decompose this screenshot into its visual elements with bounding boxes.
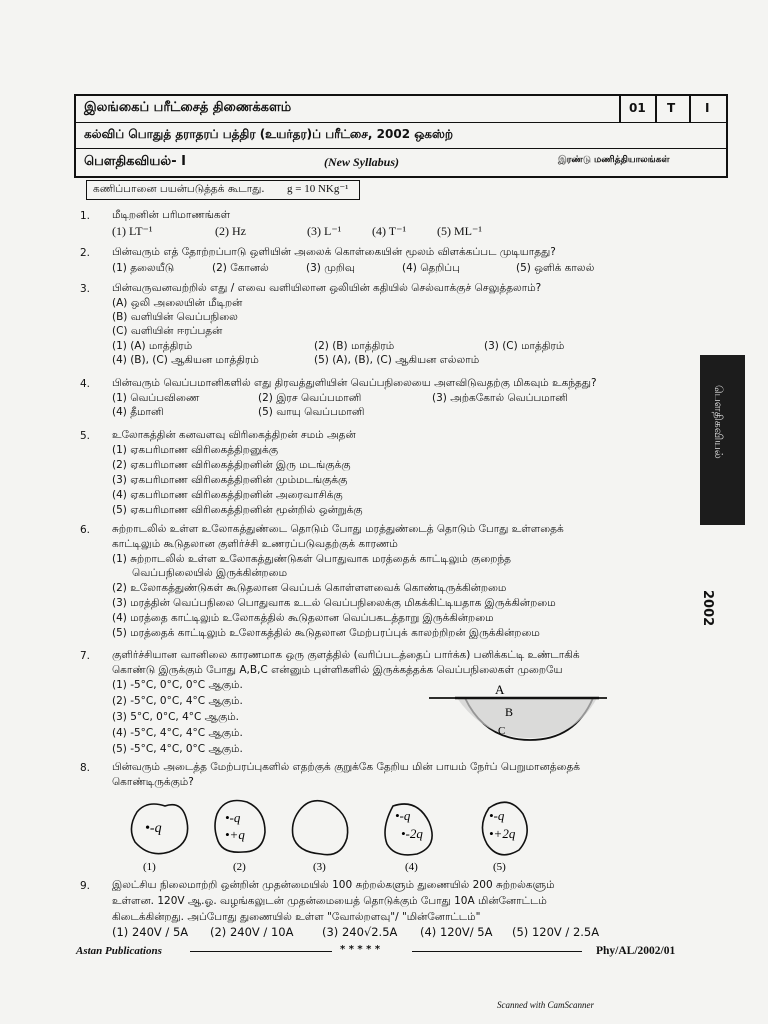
q6-opt-2: (2) உலோகத்துண்டுகள் கூடுதலான வெப்பக் கொள்ளளவைக் கொண்டிருக்கின்றமை — [112, 582, 507, 594]
q6-opt-5: (5) மரத்தைக் காட்டிலும் உலோகத்தில் கூடுதலான மேற்பரப்புக் காலற்றிறன் இருக்கின்றமை — [112, 627, 540, 639]
calculator-note: கணிப்பானை பயன்படுத்தக் கூடாது. — [93, 183, 265, 195]
q4-text: பின்வரும் வெப்பமானிகளில் எது திரவத்துளியின் வெப்பநிலையை அளவிடுவதற்கு மிகவும் உகந்தது? — [112, 377, 597, 389]
q5-opt-5: (5) ஏகபரிமாண விரிகைத்திறனின் மூன்றில் ஒன்றுக்கு — [112, 504, 363, 516]
q2-text: பின்வரும் எத் தோற்றப்பாடு ஒளியின் அலைக் கொள்கையின் மூலம் விளக்கப்பட முடியாதது? — [112, 246, 556, 258]
pond-label-c: C — [498, 725, 506, 737]
q3-opt-5: (5) (A), (B), (C) ஆகியன எல்லாம் — [314, 354, 480, 366]
q8-text-2: கொண்டிருக்கும்? — [112, 776, 194, 788]
footer-stars: * * * * * — [340, 944, 381, 955]
q6-text: சுற்றாடலில் உள்ள உலோகத்துண்டை தொடும் போது மரத்துண்டைத் தொடும் போது உள்ளதைக் — [112, 523, 564, 535]
q5-opt-4: (4) ஏகபரிமாண விரிகைத்திறனின் அரைவாசிக்கு — [112, 489, 343, 501]
q3-item-a: (A) ஒலி அலையின் மீடிறன் — [112, 297, 243, 309]
paper-code-1: 01 — [629, 101, 646, 115]
surface-4-label: (4) — [405, 861, 418, 873]
paper-code-3: I — [705, 101, 710, 115]
q2-opt-2: (2) கோனல் — [212, 262, 269, 274]
surface-3-label: (3) — [313, 861, 326, 873]
q4-opt-5: (5) வாயு வெப்பமானி — [258, 406, 365, 418]
q6-opt-3: (3) மரத்தின் வெப்பநிலை பொதுவாக உடல் வெப்பநிலைக்கு மிகக்கிட்டியதாக இருக்கின்றமை — [112, 597, 556, 609]
paper-footer-code: Phy/AL/2002/01 — [596, 945, 676, 957]
paper-code — [619, 96, 728, 122]
surface-1-charge: •-q — [145, 821, 162, 836]
q1-opt-2: (2) Hz — [215, 224, 246, 238]
paper-code-2: T — [667, 101, 676, 115]
pond-label-b: B — [505, 705, 514, 719]
subject-title: பௌதிகவியல்- I — [84, 154, 186, 169]
q3-opt-2: (2) (B) மாத்திரம் — [314, 340, 395, 352]
q7-opt-5: (5) -5°C, 4°C, 0°C ஆகும். — [112, 743, 243, 755]
q8-text: பின்வரும் அடைத்த மேற்பரப்புகளில் எதற்குக் குறுக்கே தேறிய மின் பாயம் நேர்ப் பெறுமானத்தைக் — [112, 761, 581, 773]
gravity-value: g = 10 NKg⁻¹ — [287, 183, 349, 195]
duration: இரண்டு மணித்தியாலங்கள் — [558, 155, 670, 165]
surface-2 — [215, 801, 265, 874]
q9-text-2: உள்ளன. 120V ஆ.ஓ. வழங்கலுடன் முதன்மையைத் தொடுக்கும் போது 10A மின்னோட்டம் — [112, 895, 547, 907]
q5-opt-3: (3) ஏகபரிமாண விரிகைத்திறனின் மும்மடங்குக்கு — [112, 474, 348, 486]
closed-surfaces-figure — [125, 792, 535, 874]
q1-opt-5: (5) ML⁻¹ — [437, 224, 482, 238]
q9-opt-5: (5) 120V / 2.5A — [512, 925, 600, 939]
surface-5 — [482, 802, 527, 873]
surface-4 — [385, 804, 432, 873]
q7-opt-2: (2) -5°C, 0°C, 4°C ஆகும். — [112, 695, 243, 707]
q6-opt-1: (1) சுற்றாடலில் உள்ள உலோகத்துண்டுகள் பொதுவாக மரத்தைக் காட்டிலும் குறைந்த — [112, 553, 512, 565]
q5-opt-1: (1) ஏகபரிமாண விரிகைத்திறனுக்கு — [112, 444, 279, 456]
surface-5-charge-2: •+2q — [489, 826, 516, 841]
q1-opt-3: (3) L⁻¹ — [307, 224, 342, 238]
surface-4-charge-2: •-2q — [401, 826, 423, 841]
scanner-watermark: Scanned with CamScanner — [497, 1000, 594, 1010]
q6-opt-4: (4) மரத்தை காட்டிலும் உலோகத்தில் கூடுதலான வெப்பகடத்தாறு இருக்கின்றமை — [112, 612, 494, 624]
footer-rule-left — [190, 951, 332, 952]
publisher-name: Astan Publications — [76, 945, 162, 957]
q9-opt-3: (3) 240√2.5A — [322, 925, 398, 939]
q2-opt-1: (1) தலையீடு — [112, 262, 175, 274]
q9-opt-2: (2) 240V / 10A — [210, 925, 294, 939]
surface-2-label: (2) — [233, 861, 246, 873]
q7-text: குளிர்ச்சியான வானிலை காரணமாக ஒரு குளத்தில் (வரிப்படத்தைப் பார்க்க) பனிக்கட்டி உண்டாகிக் — [112, 649, 580, 661]
q7-opt-4: (4) -5°C, 4°C, 4°C ஆகும். — [112, 727, 243, 739]
subject-side-tab — [700, 355, 745, 525]
calculator-note-box — [86, 180, 360, 200]
surface-2-charge-1: •-q — [225, 810, 241, 825]
q3-number: 3. — [80, 283, 91, 295]
q3-opt-4: (4) (B), (C) ஆகியன மாத்திரம் — [112, 354, 259, 366]
side-tab-label: பௌதிகவியல் — [712, 385, 725, 459]
header-row-3 — [76, 148, 726, 176]
surface-1 — [131, 804, 187, 873]
q6-opt-1-cont: வெப்பநிலையில் இருக்கின்றமை — [112, 567, 288, 579]
q1-opt-1: (1) LT⁻¹ — [112, 224, 153, 238]
surface-3 — [293, 801, 348, 873]
exam-title: கல்விப் பொதுத் தராதரப் பத்திர (உயர்தர)ப் பரீட்சை, 2002 ஒகஸ்ற் — [84, 127, 454, 141]
q5-number: 5. — [80, 430, 91, 442]
header-row-2 — [76, 122, 726, 149]
q7-text-2: கொண்டு இருக்கும் போது A,B,C என்னும் புள்ளிகளில் இருக்கத்தக்க வெப்பநிலைகள் முறையே — [112, 664, 563, 676]
surface-5-label: (5) — [493, 861, 506, 873]
q3-item-b: (B) வளியின் வெப்பநிலை — [112, 311, 238, 323]
q9-text: இலட்சிய நிலைமாற்றி ஒன்றின் முதன்மையில் 100 சுற்றல்களும் துணையில் 200 சுற்றல்களும் — [112, 879, 555, 891]
q3-item-c: (C) வளியின் ஈரப்பதன் — [112, 325, 223, 337]
q2-opt-3: (3) முறிவு — [306, 262, 355, 274]
department-name: இலங்கைப் பரீட்சைத் திணைக்களம் — [84, 100, 292, 115]
q2-number: 2. — [80, 247, 91, 259]
q2-opt-5: (5) ஒளிக் காலல் — [516, 262, 595, 274]
q4-number: 4. — [80, 378, 91, 390]
q5-opt-2: (2) ஏகபரிமாண விரிகைத்திறனின் இரு மடங்குக்கு — [112, 459, 351, 471]
q3-opt-1: (1) (A) மாத்திரம் — [112, 340, 193, 352]
q6-text-2: காட்டிலும் கூடுதலான குளிர்ச்சி உணரப்படுவதற்குக் காரணம் — [112, 538, 398, 550]
q1-number: 1. — [80, 210, 91, 222]
exam-header — [74, 94, 728, 178]
q3-opt-3: (3) (C) மாத்திரம் — [484, 340, 565, 352]
pond-label-a: A — [495, 682, 505, 697]
q9-opt-1: (1) 240V / 5A — [112, 925, 189, 939]
q4-opt-1: (1) வெப்பவிணை — [112, 392, 200, 404]
footer-rule-right — [412, 951, 582, 952]
q7-opt-3: (3) 5°C, 0°C, 4°C ஆகும். — [112, 711, 240, 723]
q4-opt-3: (3) அற்ககோல் வெப்பமானி — [432, 392, 568, 404]
surface-4-charge-1: •-q — [395, 808, 411, 823]
surface-5-charge-1: •-q — [489, 808, 505, 823]
q2-opt-4: (4) தெறிப்பு — [402, 262, 460, 274]
q9-opt-4: (4) 120V/ 5A — [420, 925, 493, 939]
surface-1-label: (1) — [143, 861, 156, 873]
q4-opt-4: (4) தீமானி — [112, 406, 164, 418]
q5-text: உலோகத்தின் கனவளவு விரிகைத்திறன் சமம் அதன் — [112, 429, 356, 441]
year-side-label: 2002 — [700, 590, 715, 627]
q4-opt-2: (2) இரச வெப்பமானி — [258, 392, 362, 404]
q1-opt-4: (4) T⁻¹ — [372, 224, 407, 238]
pond-diagram — [425, 682, 610, 744]
q3-text: பின்வருவனவற்றில் எது / எவை வளியிலான ஒலியின் கதியில் செல்வாக்குச் செலுத்தலாம்? — [112, 282, 542, 294]
q9-number: 9. — [80, 880, 91, 892]
q1-text: மீடிறனின் பரிமாணங்கள் — [112, 209, 231, 221]
q9-text-3: கிடைக்கின்றது. அப்போது துணையில் உள்ள "வோல்றளவு"/ "மின்னோட்டம்" — [112, 911, 481, 923]
surface-2-charge-2: •+q — [225, 827, 245, 842]
q8-number: 8. — [80, 762, 91, 774]
q7-number: 7. — [80, 650, 91, 662]
q7-opt-1: (1) -5°C, 0°C, 0°C ஆகும். — [112, 679, 243, 691]
header-row-1 — [76, 96, 726, 123]
q6-number: 6. — [80, 524, 91, 536]
syllabus-label: (New Syllabus) — [324, 155, 399, 169]
